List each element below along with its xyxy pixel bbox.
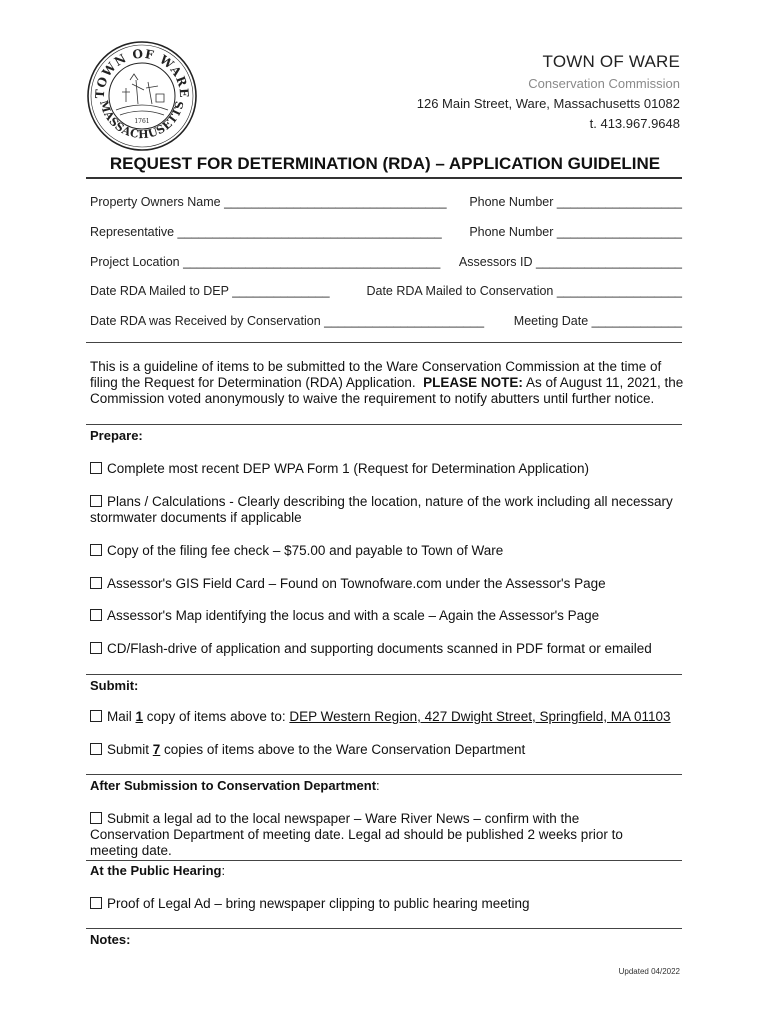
seal-ring-bottom: MASSACHUSETTS — [97, 98, 187, 142]
item-label: Proof of Legal Ad – bring newspaper clipping to public hearing meeting — [107, 896, 530, 911]
mail-count: 1 — [135, 709, 144, 724]
prepare-heading: Prepare: — [90, 428, 143, 443]
checkbox-icon[interactable] — [90, 544, 102, 556]
mail-text-mid: copy of items above to: — [143, 709, 290, 724]
submit-text: Submit — [107, 742, 153, 757]
owner-phone-field[interactable]: Phone Number __________________ — [469, 195, 682, 209]
checklist-item-legal-ad — [90, 811, 650, 859]
checkbox-icon[interactable] — [90, 642, 102, 654]
notes-divider — [86, 928, 682, 929]
item-label: Complete most recent DEP WPA Form 1 (Request for Determination Application) — [107, 461, 589, 476]
public-hearing-heading — [90, 863, 225, 878]
seal-year: 1761 — [134, 118, 150, 125]
dep-address: DEP Western Region, 427 Dwight Street, Springfield, MA 01103 — [289, 709, 671, 724]
intro-paragraph — [90, 359, 684, 407]
letterhead — [417, 50, 680, 134]
owner-name-field[interactable]: Property Owners Name ________________________________ — [90, 195, 447, 209]
after-submission-heading — [90, 778, 380, 793]
meeting-date-field[interactable]: Meeting Date _____________ — [513, 314, 682, 328]
checkbox-icon[interactable] — [90, 462, 102, 474]
prepare-divider — [86, 424, 682, 425]
intro-note-text: As of August 11, 2021, the Commission voted anonymously to waive the requirement to notify abutters until further notice. — [90, 375, 684, 406]
town-name: TOWN OF WARE — [542, 52, 680, 71]
field-row-representative — [90, 225, 682, 243]
checkbox-icon[interactable] — [90, 710, 102, 722]
item-label: Assessor's Map identifying the locus and with a scale – Again the Assessor's Page — [107, 608, 600, 623]
after-divider — [86, 774, 682, 775]
please-note-label: PLEASE NOTE: — [423, 375, 523, 390]
field-row-location — [90, 255, 682, 273]
checkbox-icon[interactable] — [90, 609, 102, 621]
checklist-item-proof — [90, 896, 684, 912]
phone-number: t. 413.967.9648 — [589, 116, 680, 131]
street-address: 126 Main Street, Ware, Massachusetts 01082 — [416, 96, 680, 111]
town-seal — [86, 40, 198, 152]
item-label: Assessor's GIS Field Card – Found on Townofware.com under the Assessor's Page — [107, 576, 606, 591]
representative-field[interactable]: Representative ______________________________________ — [90, 225, 442, 239]
item-label: Plans / Calculations - Clearly describing the location, nature of the work including all necessary stormwater documents if applicable — [90, 494, 673, 525]
project-location-field[interactable]: Project Location _____________________________________ — [90, 255, 441, 269]
seal-ring-top: TOWN OF WARE — [92, 46, 192, 99]
submit-text-post: copies of items above to the Ware Conservation Department — [160, 742, 526, 757]
assessors-id-field[interactable]: Assessors ID _____________________ — [458, 255, 682, 269]
item-label: Copy of the filing fee check – $75.00 and payable to Town of Ware — [107, 543, 504, 558]
hearing-heading-text: At the Public Hearing — [90, 863, 222, 878]
checklist-item-submit — [90, 742, 684, 758]
checklist-item — [90, 494, 684, 526]
checkbox-icon[interactable] — [90, 495, 102, 507]
mail-text: Mail — [107, 709, 136, 724]
checkbox-icon[interactable] — [90, 577, 102, 589]
department-name: Conservation Commission — [528, 76, 680, 91]
checkbox-icon[interactable] — [90, 897, 102, 909]
updated-date: Updated 04/2022 — [618, 967, 680, 976]
representative-phone-field[interactable]: Phone Number __________________ — [469, 225, 682, 239]
hearing-divider — [86, 860, 682, 861]
notes-heading: Notes: — [90, 932, 131, 947]
checklist-item-mail — [90, 709, 684, 725]
checklist-item — [90, 461, 684, 477]
submit-heading: Submit: — [90, 678, 139, 693]
fields-divider — [86, 342, 682, 343]
date-mailed-dep-field[interactable]: Date RDA Mailed to DEP ______________ — [90, 284, 330, 298]
intro-text: This is a guideline of items to be submitted to the Ware Conservation Commission at the time of filing the Request for Determination (RDA) Application. — [90, 359, 662, 390]
checklist-item — [90, 543, 684, 559]
item-label: CD/Flash-drive of application and supporting documents scanned in PDF format or emailed — [107, 641, 652, 656]
date-received-field[interactable]: Date RDA was Received by Conservation _______________________ — [90, 314, 485, 328]
field-row-owner — [90, 195, 682, 213]
after-heading-colon: : — [376, 778, 380, 793]
document-title: REQUEST FOR DETERMINATION (RDA) – APPLICATION GUIDELINE — [109, 154, 661, 173]
date-mailed-conservation-field[interactable]: Date RDA Mailed to Conservation __________________ — [366, 284, 682, 298]
checklist-item — [90, 641, 684, 657]
field-row-received — [90, 314, 682, 332]
field-row-mailed — [90, 284, 682, 302]
hearing-heading-colon: : — [221, 863, 226, 878]
submit-divider — [86, 674, 682, 675]
item-label: Submit a legal ad to the local newspaper – Ware River News – confirm with the Conservation Department of meeting date. Legal ad should be published 2 weeks prior to meeting date. — [90, 811, 623, 858]
after-heading-text: After Submission to Conservation Department — [90, 778, 377, 793]
checklist-item — [90, 608, 684, 624]
checkbox-icon[interactable] — [90, 812, 102, 824]
submit-count: 7 — [152, 742, 161, 757]
checklist-item — [90, 576, 684, 592]
checkbox-icon[interactable] — [90, 743, 102, 755]
title-divider — [86, 177, 682, 179]
